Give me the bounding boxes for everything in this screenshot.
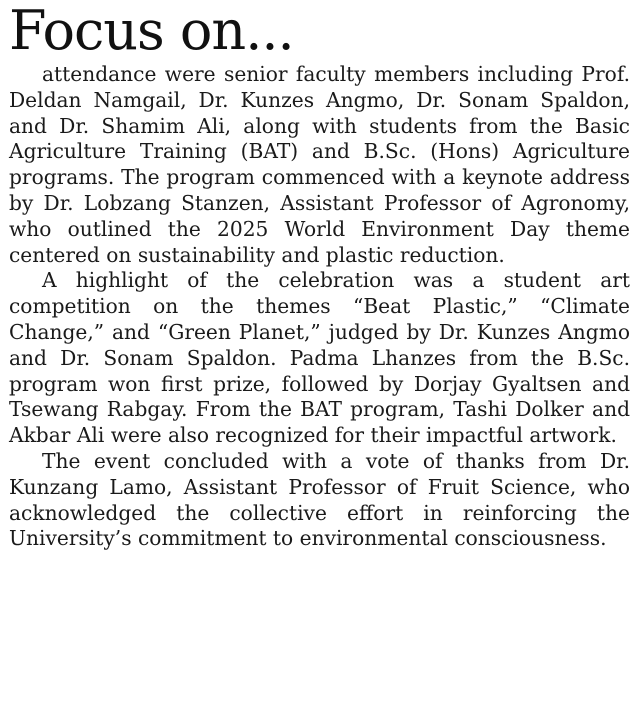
paragraph-conclusion: The event concluded with a vote of thanks from Dr. Kunzang Lamo, Assistant Professor of Fruit Science, who acknowledged the collective effort in reinforcing the University’s commitment to environmental consciousness. [9, 448, 630, 551]
article-body [9, 62, 630, 552]
headline: Focus on... [9, 0, 294, 62]
paragraph-art-competition: A highlight of the celebration was a student art competition on the themes “Beat Plastic,” “Climate Change,” and “Green Planet,” judged by Dr. Kunzes Angmo and Dr. Sonam Spaldon. Padma Lhanzes from the B.Sc. program won first prize, followed by Dorjay Gyaltsen and Tsewang Rabgay. From the BAT program, Tashi Dolker and Akbar Ali were also recognized for their impactful artwork. [9, 268, 630, 448]
news-article [9, 0, 630, 552]
paragraph-attendance: attendance were senior faculty members including Prof. Deldan Namgail, Dr. Kunzes Angmo, Dr. Sonam Spaldon, and Dr. Shamim Ali, along with students from the Basic Agriculture Training (BAT) and B.Sc. (Hons) Agriculture programs. The program commenced with a keynote address by Dr. Lobzang Stanzen, Assistant Professor of Agronomy, who outlined the 2025 World Environment Day theme centered on sustainability and plastic reduction. [9, 62, 630, 267]
